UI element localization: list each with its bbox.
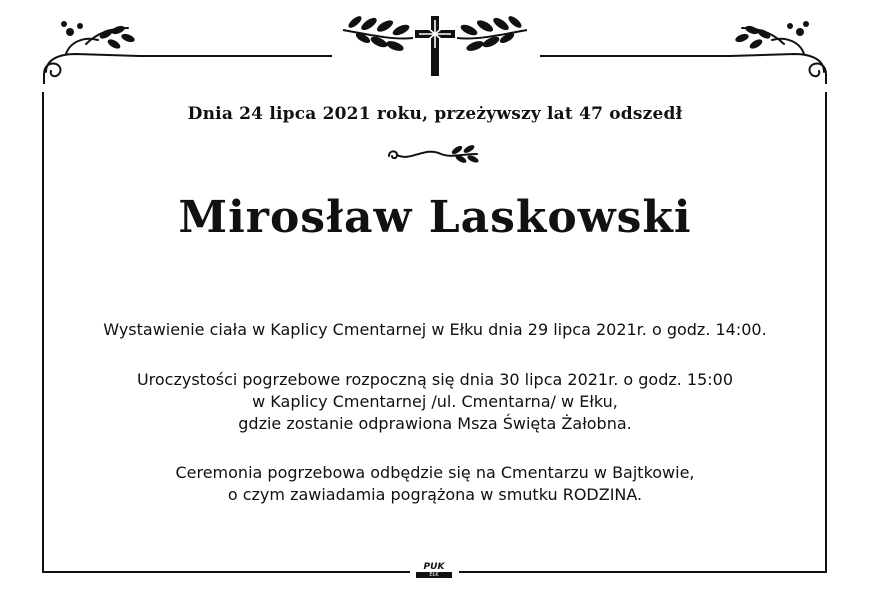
deceased-name: Mirosław Laskowski [178, 192, 692, 243]
scroll-flourish-icon [385, 144, 485, 168]
funeral-details-line: Uroczystości pogrzebowe rozpoczną się dnia 30 lipca 2021r. o godz. 15:00 [136, 370, 734, 389]
puk-logo [416, 562, 452, 582]
logo-sub-text: EŁK [416, 572, 452, 578]
ceremony-details-line: Ceremonia pogrzebowa odbędzie się na Cmentarzu w Bajtkowie, [175, 463, 695, 482]
cross-with-laurels-icon [335, 10, 535, 82]
laurel-branch-icon [457, 14, 527, 53]
frame-bottom-left-line [42, 571, 410, 573]
funeral-details [0, 369, 870, 435]
corner-flourish-top-right-icon [724, 14, 834, 84]
frame-top-left-line [140, 55, 332, 57]
cross-icon [415, 16, 455, 76]
intro-line: Dnia 24 lipca 2021 roku, przeżywszy lat 47 odszedł [187, 104, 683, 124]
funeral-details-line: w Kaplicy Cmentarnej /ul. Cmentarna/ w Ełku, [252, 392, 618, 411]
corner-flourish-top-left-icon [36, 14, 146, 84]
logo-brand-text: PUK [423, 562, 445, 572]
funeral-details-line: gdzie zostanie odprawiona Msza Święta Żałobna. [238, 414, 632, 433]
frame-bottom-right-line [459, 571, 827, 573]
laurel-branch-icon [343, 14, 413, 53]
ceremony-details-line: o czym zawiadamia pogrążona w smutku RODZINA. [227, 485, 643, 504]
viewing-announcement: Wystawienie ciała w Kaplicy Cmentarnej w Ełku dnia 29 lipca 2021r. o godz. 14:00. [103, 320, 767, 339]
ceremony-details [0, 462, 870, 506]
frame-top-right-line [540, 55, 732, 57]
